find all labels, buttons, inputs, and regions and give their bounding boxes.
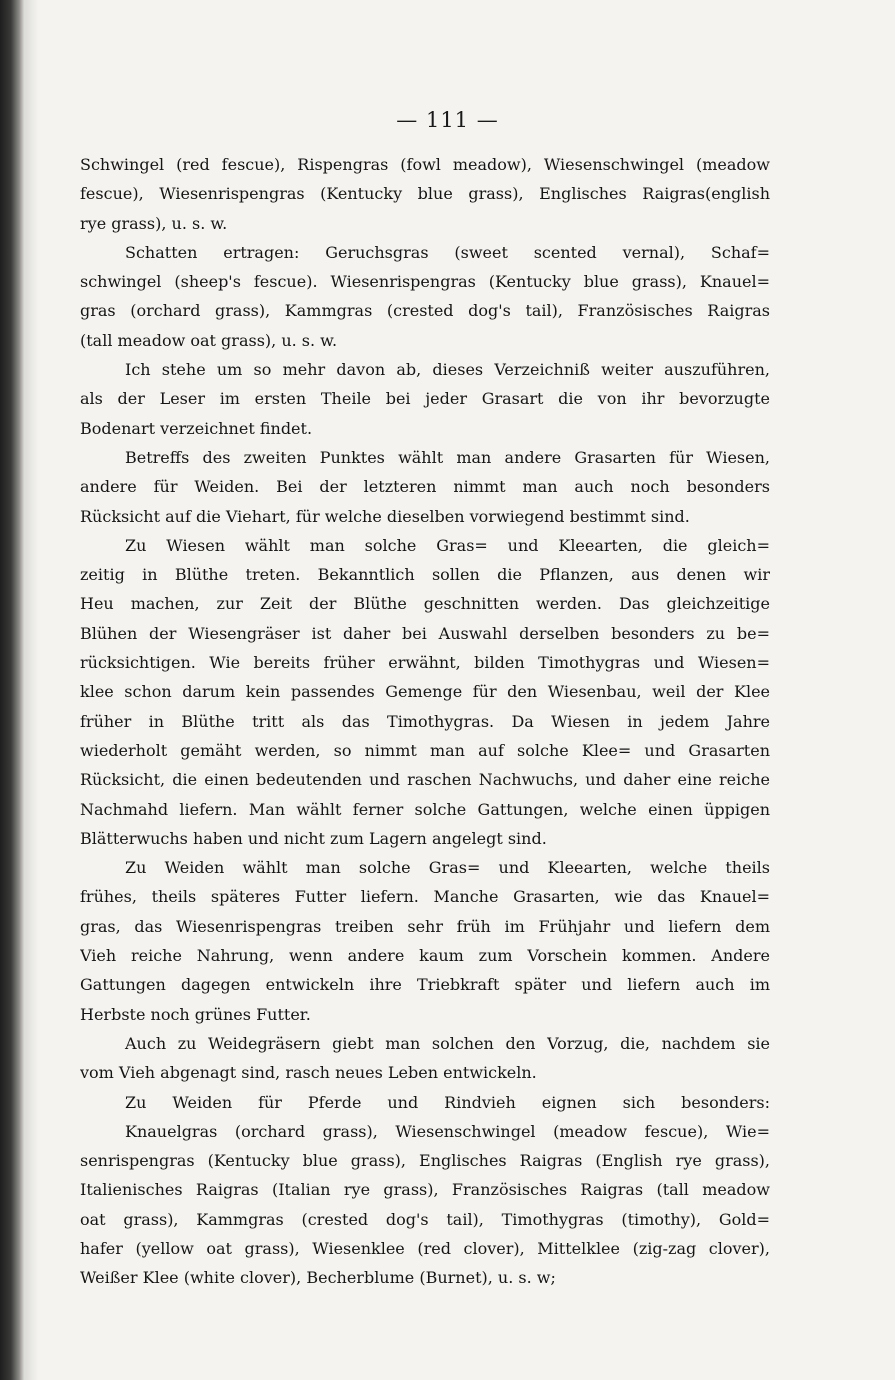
text-line: Heu machen, zur Zeit der Blüthe geschnitten werden. Das gleichzeitige — [80, 594, 770, 614]
page-number: — 111 — — [396, 108, 499, 132]
text-line: Italienisches Raigras (Italian rye grass), Französisches Raigras (tall meadow — [80, 1180, 770, 1200]
text-line: Bodenart verzeichnet findet. — [80, 418, 313, 438]
text-line: gras (orchard grass), Kammgras (crested dog's tail), Französisches Raigras — [80, 301, 770, 321]
text-line: hafer (yellow oat grass), Wiesenklee (red clover), Mittelklee (zig-zag clover), — [80, 1238, 770, 1258]
text-line: Herbste noch grünes Futter. — [80, 1004, 311, 1024]
text-line: klee schon darum kein passendes Gemenge für den Wiesenbau, weil der Klee — [80, 682, 770, 702]
text-line: Knauelgras (orchard grass), Wiesenschwingel (meadow fescue), Wie= — [125, 1121, 770, 1141]
text-line: Zu Weiden für Pferde und Rindvieh eignen sich besonders: — [125, 1092, 770, 1112]
gutter-shadow — [24, 0, 38, 1380]
text-line: Weißer Klee (white clover), Becherblume (Burnet), u. s. w; — [80, 1268, 556, 1288]
text-line: gras, das Wiesenrispengras treiben sehr früh im Frühjahr und liefern dem — [80, 916, 770, 936]
text-line: fescue), Wiesenrispengras (Kentucky blue grass), Englisches Raigras(english — [80, 184, 770, 204]
text-line: Vieh reiche Nahrung, wenn andere kaum zum Vorschein kommen. Andere — [80, 946, 770, 966]
text-line: Rücksicht auf die Viehart, für welche dieselben vorwiegend bestimmt sind. — [80, 506, 690, 526]
text-line: wiederholt gemäht werden, so nimmt man auf solche Klee= und Grasarten — [80, 740, 770, 760]
text-line: Auch zu Weidegräsern giebt man solchen den Vorzug, die, nachdem sie — [125, 1033, 770, 1053]
text-line: frühes, theils späteres Futter liefern. Manche Grasarten, wie das Knauel= — [80, 887, 770, 907]
text-line: Blätterwuchs haben und nicht zum Lagern angelegt sind. — [80, 828, 547, 848]
text-line: Rücksicht, die einen bedeutenden und raschen Nachwuchs, und daher eine reiche — [80, 770, 770, 790]
text-line: schwingel (sheep's fescue). Wiesenrispengras (Kentucky blue grass), Knauel= — [80, 272, 770, 292]
text-line: Betreffs des zweiten Punktes wählt man andere Grasarten für Wiesen, — [125, 447, 770, 467]
text-line: Schatten ertragen: Geruchsgras (sweet scented vernal), Schaf= — [125, 242, 770, 262]
text-line: (tall meadow oat grass), u. s. w. — [80, 330, 338, 350]
text-line: rücksichtigen. Wie bereits früher erwähnt, bilden Timothygras und Wiesen= — [80, 653, 770, 673]
text-line: Zu Weiden wählt man solche Gras= und Kleearten, welche theils — [125, 858, 770, 878]
text-line: als der Leser im ersten Theile bei jeder Grasart die von ihr bevorzugte — [80, 389, 770, 409]
text-line: Zu Wiesen wählt man solche Gras= und Kleearten, die gleich= — [125, 535, 770, 555]
text-line: Schwingel (red fescue), Rispengras (fowl meadow), Wiesenschwingel (meadow — [80, 155, 770, 174]
text-line: Gattungen dagegen entwickeln ihre Triebkraft später und liefern auch im — [80, 975, 770, 995]
text-line: andere für Weiden. Bei der letzteren nimmt man auch noch besonders — [80, 477, 770, 497]
text-line: zeitig in Blüthe treten. Bekanntlich sollen die Pflanzen, aus denen wir — [80, 565, 770, 585]
text-line: vom Vieh abgenagt sind, rasch neues Leben entwickeln. — [80, 1063, 537, 1083]
book-spine-shadow — [0, 0, 24, 1380]
text-line: senrispengras (Kentucky blue grass), Englisches Raigras (English rye grass), — [80, 1151, 770, 1171]
text-line: Nachmahd liefern. Man wählt ferner solche Gattungen, welche einen üppigen — [80, 799, 770, 819]
text-line: oat grass), Kammgras (crested dog's tail), Timothygras (timothy), Gold= — [80, 1209, 770, 1229]
body-text — [80, 150, 770, 1293]
text-line: früher in Blüthe tritt als das Timothygras. Da Wiesen in jedem Jahre — [80, 711, 770, 731]
text-line: Blühen der Wiesengräser ist daher bei Auswahl derselben besonders zu be= — [80, 623, 770, 643]
text-line: Ich stehe um so mehr davon ab, dieses Verzeichniß weiter auszuführen, — [125, 360, 770, 380]
text-line: rye grass), u. s. w. — [80, 213, 228, 233]
